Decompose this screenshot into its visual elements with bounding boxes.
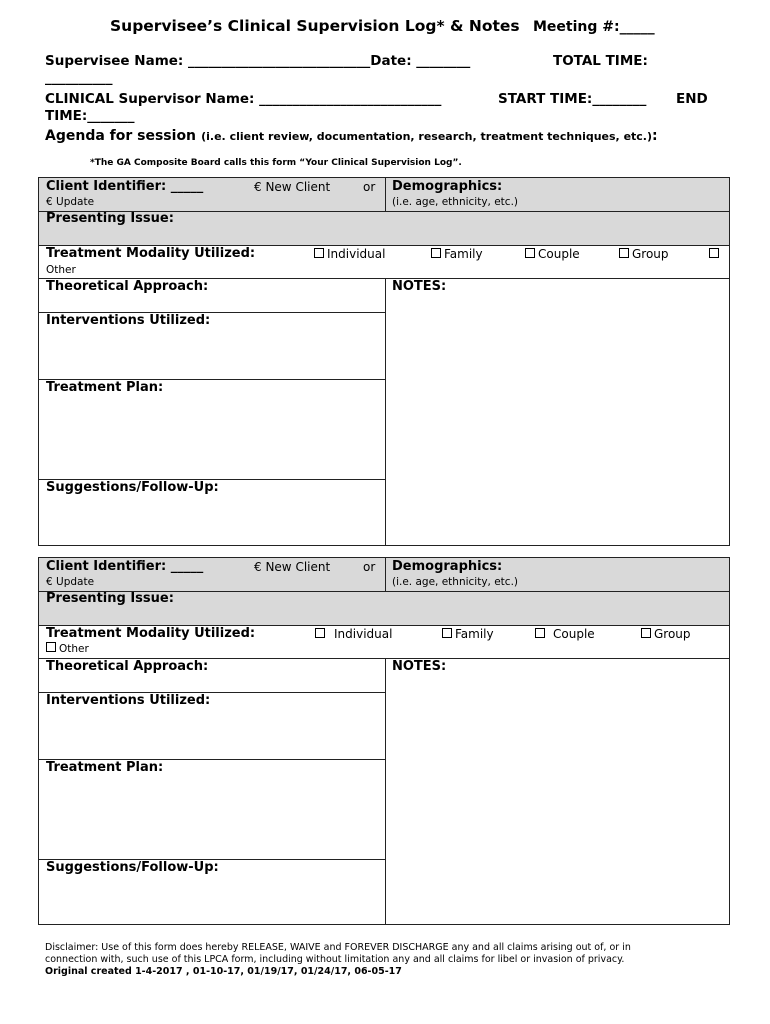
checkbox-icon bbox=[709, 248, 719, 258]
meeting-number-field[interactable]: Meeting #:_____ bbox=[533, 19, 655, 35]
presenting-issue-field[interactable]: Presenting Issue: bbox=[46, 211, 174, 226]
client-identifier-field[interactable]: Client Identifier: _____ bbox=[46, 559, 204, 574]
supervisor-name-field[interactable]: CLINICAL Supervisor Name: ___________________________ bbox=[45, 91, 442, 107]
checkbox-icon bbox=[431, 248, 441, 258]
divider bbox=[385, 178, 386, 211]
client-block-1 bbox=[38, 177, 730, 546]
checkbox-icon bbox=[46, 642, 56, 652]
group-label: Group bbox=[654, 627, 691, 641]
couple-label: Couple bbox=[538, 247, 580, 261]
end-time-field[interactable]: TIME:_______ bbox=[45, 108, 135, 124]
couple-label: Couple bbox=[553, 627, 595, 641]
group-label: Group bbox=[632, 247, 669, 261]
checkbox-icon bbox=[641, 628, 651, 638]
divider bbox=[385, 658, 386, 925]
demographics-hint: (i.e. age, ethnicity, etc.) bbox=[392, 196, 519, 208]
demographics-label: Demographics: bbox=[392, 179, 503, 194]
presenting-issue-field[interactable]: Presenting Issue: bbox=[46, 591, 174, 606]
interventions-field[interactable]: Interventions Utilized: bbox=[46, 313, 211, 328]
group-checkbox[interactable] bbox=[619, 247, 669, 261]
notes-field[interactable]: NOTES: bbox=[392, 659, 447, 674]
individual-label: Individual bbox=[327, 247, 386, 261]
other-label: Other bbox=[59, 643, 89, 655]
treatment-plan-field[interactable]: Treatment Plan: bbox=[46, 760, 164, 775]
demographics-hint: (i.e. age, ethnicity, etc.) bbox=[392, 576, 519, 588]
family-label: Family bbox=[455, 627, 494, 641]
couple-checkbox[interactable] bbox=[535, 627, 595, 641]
client-identifier-field[interactable]: Client Identifier: _____ bbox=[46, 179, 204, 194]
composite-board-note: *The GA Composite Board calls this form “Your Clinical Supervision Log”. bbox=[90, 158, 462, 168]
individual-label: Individual bbox=[334, 627, 393, 641]
couple-checkbox[interactable] bbox=[525, 247, 580, 261]
disclaimer-line-1: Disclaimer: Use of this form does hereby RELEASE, WAIVE and FOREVER DISCHARGE any and all claims arising out of, or in bbox=[45, 942, 631, 953]
update-option[interactable]: € Update bbox=[46, 576, 95, 588]
supervisee-name-date-field[interactable]: Supervisee Name: ___________________________Date: ________ bbox=[45, 53, 471, 69]
demographics-label: Demographics: bbox=[392, 559, 503, 574]
interventions-field[interactable]: Interventions Utilized: bbox=[46, 693, 211, 708]
notes-field[interactable]: NOTES: bbox=[392, 279, 447, 294]
treatment-modality-label: Treatment Modality Utilized: bbox=[46, 626, 256, 641]
checkbox-icon bbox=[314, 248, 324, 258]
individual-checkbox[interactable] bbox=[314, 247, 385, 261]
treatment-modality-label: Treatment Modality Utilized: bbox=[46, 246, 256, 261]
agenda-colon: : bbox=[652, 128, 658, 144]
checkbox-icon bbox=[315, 628, 325, 638]
agenda-label: Agenda for session bbox=[45, 128, 197, 144]
agenda-line bbox=[45, 125, 658, 144]
suggestions-field[interactable]: Suggestions/Follow-Up: bbox=[46, 860, 219, 875]
other-checkbox[interactable] bbox=[46, 642, 89, 655]
agenda-hint: (i.e. client review, documentation, research, treatment techniques, etc.) bbox=[201, 130, 653, 143]
family-label: Family bbox=[444, 247, 483, 261]
suggestions-field[interactable]: Suggestions/Follow-Up: bbox=[46, 480, 219, 495]
theoretical-approach-field[interactable]: Theoretical Approach: bbox=[46, 279, 209, 294]
total-time-field[interactable]: __________ bbox=[45, 70, 113, 86]
other-label: Other bbox=[46, 264, 76, 276]
or-text: or bbox=[363, 180, 376, 194]
theoretical-approach-field[interactable]: Theoretical Approach: bbox=[46, 659, 209, 674]
original-created-line: Original created 1-4-2017 , 01-10-17, 01/19/17, 01/24/17, 06-05-17 bbox=[45, 966, 402, 977]
checkbox-icon bbox=[525, 248, 535, 258]
family-checkbox[interactable] bbox=[431, 247, 483, 261]
checkbox-icon bbox=[442, 628, 452, 638]
start-time-field[interactable]: START TIME:________ bbox=[498, 91, 647, 107]
page-title: Supervisee’s Clinical Supervision Log* & Notes bbox=[110, 17, 520, 35]
end-time-label: END bbox=[676, 91, 708, 107]
update-option[interactable]: € Update bbox=[46, 196, 95, 208]
checkbox-icon bbox=[619, 248, 629, 258]
total-time-label: TOTAL TIME: bbox=[553, 53, 648, 69]
divider bbox=[385, 278, 386, 546]
other-checkbox[interactable] bbox=[709, 247, 722, 261]
treatment-plan-field[interactable]: Treatment Plan: bbox=[46, 380, 164, 395]
new-client-option[interactable]: € New Client bbox=[254, 180, 331, 194]
client-block-2 bbox=[38, 557, 730, 925]
disclaimer-line-2: connection with, such use of this LPCA form, including without limitation any and all claims for libel or invasion of privacy. bbox=[45, 954, 625, 965]
family-checkbox[interactable] bbox=[442, 627, 494, 641]
new-client-option[interactable]: € New Client bbox=[254, 560, 331, 574]
checkbox-icon bbox=[535, 628, 545, 638]
individual-checkbox[interactable] bbox=[315, 627, 392, 641]
or-text: or bbox=[363, 560, 376, 574]
group-checkbox[interactable] bbox=[641, 627, 691, 641]
divider bbox=[385, 558, 386, 591]
